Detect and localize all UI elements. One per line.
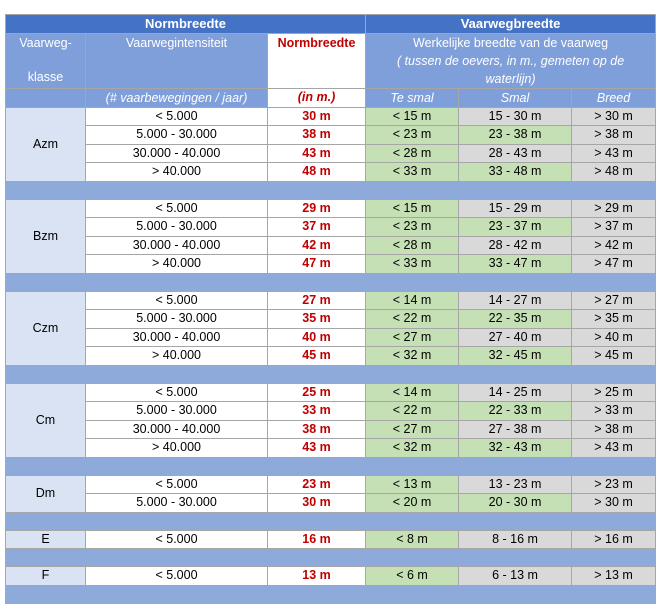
breed-cell: > 38 m: [572, 420, 656, 439]
smal-cell: 13 - 23 m: [459, 475, 572, 494]
table-row: [6, 236, 656, 255]
intensiteit-cell: < 5.000: [86, 107, 268, 126]
intensiteit-cell: < 5.000: [86, 475, 268, 494]
norm-cell: 42 m: [268, 236, 366, 255]
table-row: [6, 439, 656, 458]
norm-cell: 43 m: [268, 144, 366, 163]
breed-cell: > 33 m: [572, 402, 656, 421]
smal-cell: 28 - 43 m: [459, 144, 572, 163]
norm-cell: 38 m: [268, 420, 366, 439]
breed-cell: > 42 m: [572, 236, 656, 255]
table-row: [6, 126, 656, 145]
separator-cell: [6, 365, 656, 383]
smal-cell: 14 - 27 m: [459, 291, 572, 310]
separator-cell: [6, 512, 656, 530]
header-smal: Smal: [459, 88, 572, 107]
intensiteit-cell: 30.000 - 40.000: [86, 144, 268, 163]
intensiteit-cell: 30.000 - 40.000: [86, 236, 268, 255]
te-smal-cell: < 14 m: [366, 383, 459, 402]
smal-cell: 27 - 38 m: [459, 420, 572, 439]
breed-cell: > 48 m: [572, 163, 656, 182]
breed-cell: > 30 m: [572, 494, 656, 513]
smal-cell: 28 - 42 m: [459, 236, 572, 255]
table-row: [6, 475, 656, 494]
breed-cell: > 40 m: [572, 328, 656, 347]
breed-cell: > 27 m: [572, 291, 656, 310]
header-werkelijke-breedte: [366, 33, 656, 88]
header-intensiteit-unit: (# vaarbewegingen / jaar): [86, 88, 268, 107]
intensiteit-cell: < 5.000: [86, 291, 268, 310]
header-klasse-line1: Vaarweg-: [19, 35, 72, 50]
smal-cell: 32 - 43 m: [459, 439, 572, 458]
intensiteit-cell: 5.000 - 30.000: [86, 494, 268, 513]
te-smal-cell: < 28 m: [366, 144, 459, 163]
table-row: [6, 383, 656, 402]
intensiteit-cell: 5.000 - 30.000: [86, 402, 268, 421]
breed-cell: > 37 m: [572, 218, 656, 237]
te-smal-cell: < 22 m: [366, 402, 459, 421]
table-row: [6, 530, 656, 549]
smal-cell: 15 - 30 m: [459, 107, 572, 126]
header-row-main: [6, 15, 656, 34]
klasse-cell: Dm: [6, 475, 86, 512]
intensiteit-cell: 5.000 - 30.000: [86, 126, 268, 145]
header-werkelijk-line3: waterlijn): [485, 71, 536, 86]
breed-cell: > 43 m: [572, 439, 656, 458]
norm-cell: 23 m: [268, 475, 366, 494]
klasse-cell: Cm: [6, 383, 86, 457]
header-breed: Breed: [572, 88, 656, 107]
group-separator: [6, 365, 656, 383]
klasse-cell: Bzm: [6, 199, 86, 273]
smal-cell: 33 - 48 m: [459, 163, 572, 182]
te-smal-cell: < 32 m: [366, 347, 459, 366]
te-smal-cell: < 15 m: [366, 107, 459, 126]
group-separator: [6, 585, 656, 603]
breed-cell: > 13 m: [572, 567, 656, 586]
norm-cell: 38 m: [268, 126, 366, 145]
intensiteit-cell: < 5.000: [86, 530, 268, 549]
norm-cell: 45 m: [268, 347, 366, 366]
group-separator: [6, 181, 656, 199]
intensiteit-cell: > 40.000: [86, 163, 268, 182]
smal-cell: 20 - 30 m: [459, 494, 572, 513]
table-row: [6, 255, 656, 274]
group-separator: [6, 549, 656, 567]
header-te-smal: Te smal: [366, 88, 459, 107]
group-separator: [6, 512, 656, 530]
intensiteit-cell: > 40.000: [86, 439, 268, 458]
header-werkelijk-line2: ( tussen de oevers, in m., gemeten op de: [396, 53, 625, 68]
te-smal-cell: < 32 m: [366, 439, 459, 458]
norm-cell: 43 m: [268, 439, 366, 458]
header-werkelijk-line1: Werkelijke breedte van de vaarweg: [413, 35, 609, 50]
te-smal-cell: < 15 m: [366, 199, 459, 218]
te-smal-cell: < 22 m: [366, 310, 459, 329]
smal-cell: 8 - 16 m: [459, 530, 572, 549]
table-row: [6, 347, 656, 366]
group-separator: [6, 457, 656, 475]
intensiteit-cell: < 5.000: [86, 199, 268, 218]
te-smal-cell: < 27 m: [366, 420, 459, 439]
klasse-cell: Czm: [6, 291, 86, 365]
header-klasse-line2: klasse: [27, 69, 64, 84]
norm-cell: 25 m: [268, 383, 366, 402]
norm-cell: 40 m: [268, 328, 366, 347]
table-row: [6, 567, 656, 586]
breed-cell: > 16 m: [572, 530, 656, 549]
header-klasse-empty: [6, 88, 86, 107]
breed-cell: > 23 m: [572, 475, 656, 494]
te-smal-cell: < 23 m: [366, 126, 459, 145]
header-normbreedte: Normbreedte: [6, 15, 366, 34]
intensiteit-cell: > 40.000: [86, 347, 268, 366]
smal-cell: 23 - 37 m: [459, 218, 572, 237]
group-separator: [6, 273, 656, 291]
klasse-cell: F: [6, 567, 86, 586]
te-smal-cell: < 6 m: [366, 567, 459, 586]
table-row: [6, 291, 656, 310]
breed-cell: > 47 m: [572, 255, 656, 274]
smal-cell: 14 - 25 m: [459, 383, 572, 402]
norm-cell: 37 m: [268, 218, 366, 237]
norm-cell: 27 m: [268, 291, 366, 310]
norm-cell: 48 m: [268, 163, 366, 182]
breed-cell: > 35 m: [572, 310, 656, 329]
header-row-sub: [6, 33, 656, 88]
table-row: [6, 402, 656, 421]
te-smal-cell: < 13 m: [366, 475, 459, 494]
norm-cell: 13 m: [268, 567, 366, 586]
smal-cell: 27 - 40 m: [459, 328, 572, 347]
breed-cell: > 45 m: [572, 347, 656, 366]
header-vaarwegbreedte: Vaarwegbreedte: [366, 15, 656, 34]
te-smal-cell: < 14 m: [366, 291, 459, 310]
table-row: [6, 328, 656, 347]
header-row-units: [6, 88, 656, 107]
separator-cell: [6, 181, 656, 199]
header-normbreedte-unit: (in m.): [268, 88, 366, 107]
smal-cell: 15 - 29 m: [459, 199, 572, 218]
header-normbreedte-label: Normbreedte: [268, 33, 366, 88]
separator-cell: [6, 273, 656, 291]
header-intensiteit: [86, 33, 268, 88]
norm-cell: 35 m: [268, 310, 366, 329]
klasse-cell: E: [6, 530, 86, 549]
te-smal-cell: < 33 m: [366, 163, 459, 182]
te-smal-cell: < 28 m: [366, 236, 459, 255]
intensiteit-cell: > 40.000: [86, 255, 268, 274]
separator-cell: [6, 549, 656, 567]
smal-cell: 22 - 35 m: [459, 310, 572, 329]
table-row: [6, 163, 656, 182]
intensiteit-cell: 30.000 - 40.000: [86, 328, 268, 347]
breed-cell: > 29 m: [572, 199, 656, 218]
smal-cell: 32 - 45 m: [459, 347, 572, 366]
smal-cell: 33 - 47 m: [459, 255, 572, 274]
smal-cell: 22 - 33 m: [459, 402, 572, 421]
table-row: [6, 107, 656, 126]
klasse-cell: Azm: [6, 107, 86, 181]
header-intensiteit-label: Vaarwegintensiteit: [125, 35, 228, 50]
breed-cell: > 43 m: [572, 144, 656, 163]
table-row: [6, 494, 656, 513]
table-body: [6, 15, 656, 604]
norm-cell: 47 m: [268, 255, 366, 274]
intensiteit-cell: < 5.000: [86, 567, 268, 586]
te-smal-cell: < 33 m: [366, 255, 459, 274]
breed-cell: > 25 m: [572, 383, 656, 402]
te-smal-cell: < 8 m: [366, 530, 459, 549]
te-smal-cell: < 27 m: [366, 328, 459, 347]
intensiteit-cell: 5.000 - 30.000: [86, 310, 268, 329]
intensiteit-cell: < 5.000: [86, 383, 268, 402]
norm-cell: 29 m: [268, 199, 366, 218]
te-smal-cell: < 23 m: [366, 218, 459, 237]
header-klasse: [6, 33, 86, 88]
table-row: [6, 144, 656, 163]
separator-cell: [6, 585, 656, 603]
table-row: [6, 310, 656, 329]
intensiteit-cell: 5.000 - 30.000: [86, 218, 268, 237]
separator-cell: [6, 457, 656, 475]
norm-cell: 30 m: [268, 494, 366, 513]
breed-cell: > 38 m: [572, 126, 656, 145]
intensiteit-cell: 30.000 - 40.000: [86, 420, 268, 439]
smal-cell: 6 - 13 m: [459, 567, 572, 586]
table-row: [6, 420, 656, 439]
table-row: [6, 199, 656, 218]
normbreedte-table: [5, 14, 656, 604]
norm-cell: 30 m: [268, 107, 366, 126]
breed-cell: > 30 m: [572, 107, 656, 126]
norm-cell: 33 m: [268, 402, 366, 421]
norm-cell: 16 m: [268, 530, 366, 549]
table-row: [6, 218, 656, 237]
smal-cell: 23 - 38 m: [459, 126, 572, 145]
te-smal-cell: < 20 m: [366, 494, 459, 513]
